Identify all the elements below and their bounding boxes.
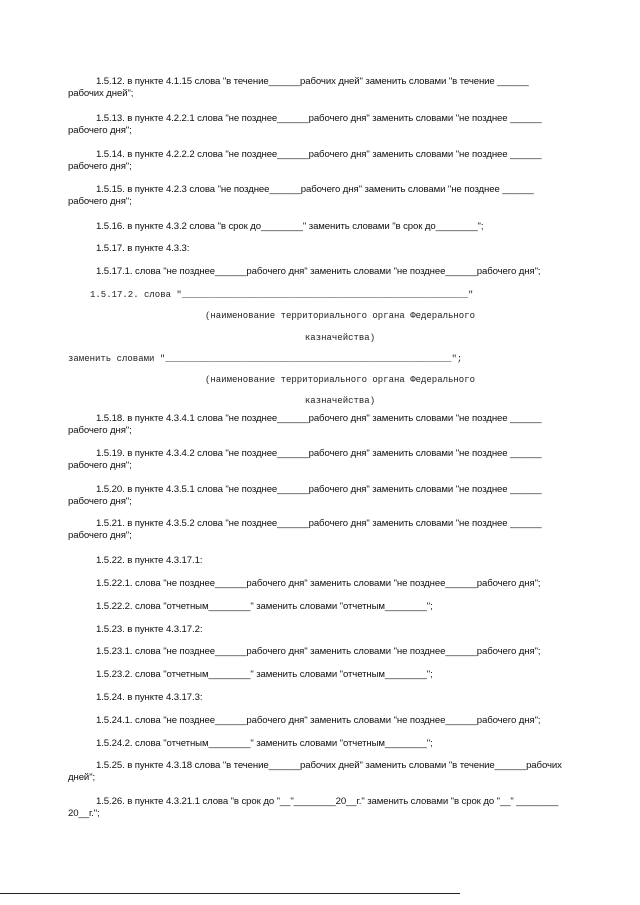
clause-1-5-24-1 xyxy=(68,715,611,727)
clause-line: 1.5.26. в пункте 4.3.21.1 слова "в срок до "__"________20__г." заменить словами "в срок до "__" ________ xyxy=(96,796,559,807)
clause-1-5-22 xyxy=(68,555,611,567)
clause-line: 1.5.18. в пункте 4.3.4.1 слова "не позднее______рабочего дня" заменить словами "не позднее ______ xyxy=(96,413,542,424)
footer-divider xyxy=(0,893,460,894)
clause-line: 1.5.24.1. слова "не позднее______рабочего дня" заменить словами "не позднее______рабочего дня"; xyxy=(96,715,541,726)
clause-line: 1.5.22.1. слова "не позднее______рабочего дня" заменить словами "не позднее______рабочего дня"; xyxy=(96,578,541,589)
clause-1-5-19 xyxy=(68,448,611,472)
clause-line: 1.5.12. в пункте 4.1.15 слова "в течение______рабочих дней" заменить словами "в течение ______ xyxy=(96,76,529,87)
clause-1-5-18 xyxy=(68,413,611,437)
clause-line: рабочего дня"; xyxy=(68,196,132,207)
clause-1-5-23-2 xyxy=(68,669,611,681)
clause-line: 1.5.15. в пункте 4.2.3 слова "не позднее______рабочего дня" заменить словами "не позднее ______ xyxy=(96,184,534,195)
caption-territorial-body: (наименование территориального органа Федерального xyxy=(204,375,476,385)
clause-line: рабочих дней"; xyxy=(68,88,134,99)
caption-territorial-body: (наименование территориального органа Федерального xyxy=(204,311,476,321)
clause-1-5-25 xyxy=(68,760,611,784)
clause-1-5-17-1 xyxy=(68,266,611,278)
clause-line: рабочего дня"; xyxy=(68,496,132,507)
clause-line: 1.5.22.2. слова "отчетным________" заменить словами "отчетным________"; xyxy=(96,601,433,612)
clause-1-5-23-1 xyxy=(68,646,611,658)
clause-1-5-12 xyxy=(68,76,611,100)
clause-line: рабочего дня"; xyxy=(68,161,132,172)
clause-1-5-22-1 xyxy=(68,578,611,590)
clause-1-5-17-2: 1.5.17.2. слова "_____________________________________________________" xyxy=(90,290,474,300)
clause-line: 1.5.24. в пункте 4.3.17.3: xyxy=(96,692,203,703)
clause-line: 1.5.23. в пункте 4.3.17.2: xyxy=(96,624,203,635)
clause-line: 1.5.17.1. слова "не позднее______рабочего дня" заменить словами "не позднее______рабочего дня"; xyxy=(96,266,541,277)
clause-1-5-17 xyxy=(68,243,611,255)
clause-1-5-14 xyxy=(68,149,611,173)
clause-1-5-24 xyxy=(68,692,611,704)
clause-line: 1.5.22. в пункте 4.3.17.1: xyxy=(96,555,203,566)
clause-line: 1.5.20. в пункте 4.3.5.1 слова "не позднее______рабочего дня" заменить словами "не позднее ______ xyxy=(96,484,542,495)
clause-line: рабочего дня"; xyxy=(68,125,132,136)
clause-1-5-22-2 xyxy=(68,601,611,613)
clause-line: 1.5.23.1. слова "не позднее______рабочего дня" заменить словами "не позднее______рабочего дня"; xyxy=(96,646,541,657)
clause-line: 1.5.19. в пункте 4.3.4.2 слова "не позднее______рабочего дня" заменить словами "не позднее ______ xyxy=(96,448,542,459)
clause-line: 20__г."; xyxy=(68,808,100,819)
clause-line: 1.5.14. в пункте 4.2.2.2 слова "не позднее______рабочего дня" заменить словами "не позднее ______ xyxy=(96,149,542,160)
clause-1-5-15 xyxy=(68,184,611,208)
clause-line: 1.5.16. в пункте 4.3.2 слова "в срок до________" заменить словами "в срок до________"; xyxy=(96,221,484,232)
clause-line: 1.5.13. в пункте 4.2.2.1 слова "не позднее______рабочего дня" заменить словами "не позднее ______ xyxy=(96,113,542,124)
replace-with-line: заменить словами "_____________________________________________________"; xyxy=(68,354,463,364)
clause-1-5-26 xyxy=(68,796,611,820)
clause-1-5-20 xyxy=(68,484,611,508)
clause-line: дней"; xyxy=(68,772,96,783)
clause-line: рабочего дня"; xyxy=(68,530,132,541)
clause-1-5-24-2 xyxy=(68,738,611,750)
clause-line: рабочего дня"; xyxy=(68,460,132,471)
clause-line: 1.5.23.2. слова "отчетным________" заменить словами "отчетным________"; xyxy=(96,669,433,680)
clause-1-5-21 xyxy=(68,518,611,542)
clause-line: 1.5.17. в пункте 4.3.3: xyxy=(96,243,190,254)
clause-line: рабочего дня"; xyxy=(68,425,132,436)
caption-treasury: казначейства) xyxy=(304,396,376,406)
caption-treasury: казначейства) xyxy=(304,333,376,343)
clause-1-5-23 xyxy=(68,624,611,636)
clause-1-5-16 xyxy=(68,221,611,233)
clause-line: 1.5.21. в пункте 4.3.5.2 слова "не позднее______рабочего дня" заменить словами "не позднее ______ xyxy=(96,518,542,529)
clause-line: 1.5.24.2. слова "отчетным________" заменить словами "отчетным________"; xyxy=(96,738,433,749)
clause-1-5-13 xyxy=(68,113,611,137)
clause-line: 1.5.25. в пункте 4.3.18 слова "в течение______рабочих дней" заменить словами "в течение______рабочих xyxy=(96,760,562,771)
